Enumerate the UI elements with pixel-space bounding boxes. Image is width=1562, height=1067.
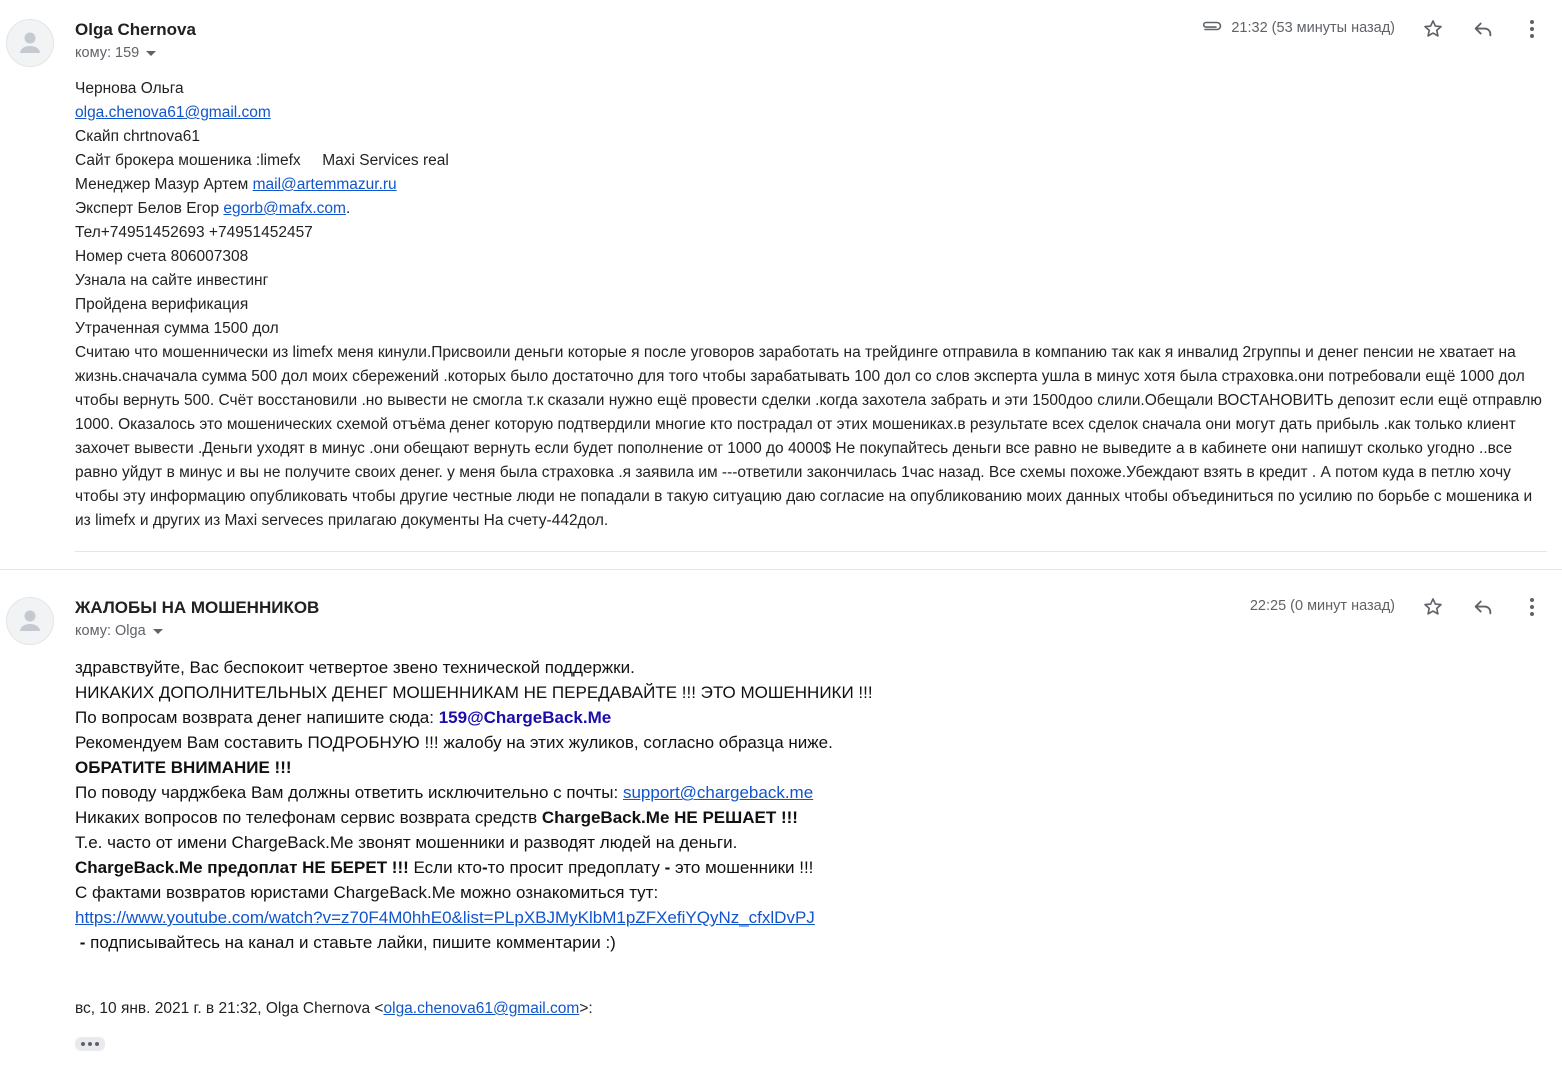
body-line: Скайп chrtnova61 bbox=[75, 128, 200, 145]
divider bbox=[75, 551, 1547, 552]
body-line bbox=[75, 905, 1550, 930]
recipient-label: кому: 159 bbox=[75, 45, 140, 61]
body-line: Рекомендуем Вам составить ПОДРОБНУЮ !!! жалобу на этих жуликов, согласно образца ниже. bbox=[75, 733, 833, 752]
avatar-icon[interactable] bbox=[6, 597, 54, 645]
refund-label: По вопросам возврата денег напишите сюда: bbox=[75, 708, 439, 727]
chevron-down-icon[interactable] bbox=[146, 51, 156, 56]
email-message-2 bbox=[0, 570, 1562, 1067]
quoted-email-link[interactable]: olga.chenova61@gmail.com bbox=[383, 1000, 580, 1017]
body-line: НИКАКИХ ДОПОЛНИТЕЛЬНЫХ ДЕНЕГ МОШЕННИКАМ НЕ ПЕРЕДАВАЙТЕ !!! ЭТО МОШЕННИКИ !!! bbox=[75, 683, 873, 702]
star-icon bbox=[1422, 18, 1444, 40]
subscribe-dash: - bbox=[75, 933, 86, 952]
body-line: Узнала на сайте инвестинг bbox=[75, 272, 269, 289]
body-line: Тел+74951452693 +74951452457 bbox=[75, 224, 313, 241]
refund-email[interactable]: 159@ChargeBack.Me bbox=[438, 708, 612, 727]
more-vertical-icon bbox=[1529, 597, 1535, 617]
quoted-header-prefix: вс, 10 янв. 2021 г. в 21:32, Olga Chernova < bbox=[75, 1000, 384, 1017]
time-area bbox=[1250, 598, 1395, 614]
support-email-link[interactable]: support@chargeback.me bbox=[622, 783, 814, 802]
manager-email-link[interactable]: mail@artemmazur.ru bbox=[252, 176, 397, 193]
message-body bbox=[75, 655, 1550, 955]
ellipsis-icon[interactable] bbox=[75, 1037, 105, 1051]
body-line: Утраченная сумма 1500 дол bbox=[75, 320, 279, 337]
body-line: Сайт брокера мошеника :limefx Maxi Services real bbox=[75, 152, 449, 169]
email-link[interactable]: olga.chenova61@gmail.com bbox=[75, 104, 271, 121]
body-line bbox=[75, 805, 1550, 830]
quoted-header bbox=[75, 1000, 593, 1018]
prepay-text: это мошенники !!! bbox=[670, 858, 814, 877]
reply-button[interactable] bbox=[1469, 593, 1497, 621]
prepay-text: Если кто bbox=[408, 858, 482, 877]
expert-label: Эксперт Белов Егор bbox=[75, 200, 224, 217]
body-line: Т.е. часто от имени ChargeBack.Me звонят мошенники и разводят людей на деньги. bbox=[75, 833, 738, 852]
quoted-header-suffix: >: bbox=[579, 1000, 593, 1017]
body-line: Пройдена верификация bbox=[75, 296, 249, 313]
sender-name[interactable]: ЖАЛОБЫ НА МОШЕННИКОВ bbox=[75, 598, 320, 617]
body-line bbox=[75, 930, 1550, 955]
expert-suffix: . bbox=[345, 200, 351, 217]
message-time: 21:32 (53 минуты назад) bbox=[1231, 20, 1395, 36]
star-button[interactable] bbox=[1419, 593, 1447, 621]
person-icon bbox=[7, 20, 53, 66]
star-icon bbox=[1422, 596, 1444, 618]
star-button[interactable] bbox=[1419, 15, 1447, 43]
person-icon bbox=[7, 598, 53, 644]
more-options-button[interactable] bbox=[1518, 593, 1546, 621]
prepay-dash: - bbox=[482, 858, 488, 877]
body-line bbox=[75, 780, 1550, 805]
time-area bbox=[1201, 19, 1395, 37]
phone-warning-label: Никаких вопросов по телефонам сервис возврата средств bbox=[75, 808, 542, 827]
more-options-button[interactable] bbox=[1518, 15, 1546, 43]
phone-warning-bold: ChargeBack.Me НЕ РЕШАЕТ !!! bbox=[541, 808, 798, 827]
reply-button[interactable] bbox=[1469, 15, 1497, 43]
body-line bbox=[75, 855, 1550, 880]
chevron-down-icon[interactable] bbox=[153, 629, 163, 634]
body-line bbox=[75, 197, 1550, 221]
attention-line: ОБРАТИТЕ ВНИМАНИЕ !!! bbox=[75, 758, 292, 777]
body-line: здравствуйте, Вас беспокоит четвертое звено технической поддержки. bbox=[75, 658, 635, 677]
body-line bbox=[75, 173, 1550, 197]
expert-email-link[interactable]: egorb@mafx.com bbox=[223, 200, 346, 217]
message-body bbox=[75, 77, 1550, 533]
more-vertical-icon bbox=[1529, 19, 1535, 39]
body-line: Чернова Ольга bbox=[75, 80, 184, 97]
reply-icon bbox=[1472, 596, 1494, 618]
sender-name[interactable]: Olga Chernova bbox=[75, 20, 196, 39]
youtube-link[interactable]: https://www.youtube.com/watch?v=z70F4M0hhE0&list=PLpXBJMyKlbM1pZFXefiYQyNz_cfxlDvPJ bbox=[75, 908, 815, 927]
recipient-line[interactable] bbox=[75, 623, 163, 639]
prepay-dash: - bbox=[664, 858, 671, 877]
manager-label: Менеджер Мазур Артем bbox=[75, 176, 253, 193]
body-line bbox=[75, 705, 1550, 730]
avatar-icon[interactable] bbox=[6, 19, 54, 67]
body-line: С фактами возвратов юристами ChargeBack.Me можно ознакомиться тут: bbox=[75, 883, 659, 902]
body-paragraph: Считаю что мошеннически из limefx меня кинули.Присвоили деньги которые я после уговоров заработать на трейдинге отправила в компанию так как я инвалид 2группы и денег пенсии не хватает на жизнь.сначачала сумма 500 дол моих сбережений .которых было достаточно для того чтобы зарабатывать 100 дол со слов эксперта ушла в минус хотя была страховка.они потребовали ещё 1000 дол чтобы вернуть 500. Счёт восстановили .но вывести не смогла т.к сказали нужно ещё провести сделки .когда захотела забрать и эти 1500доо слили.Обещали ВОСТАНОВИТЬ депозит если ещё отправлю 1000. Оказалось это мошенических схемой отъёма денег которую подтвердили многие кто пострадал от этих мошениках.в результате всех сделок сначала они могут дать прибыль .как только клиент захочет вывести .Деньги уходят в минус .они обещают вернуть если будет пополнение от 1000 до 4000$ Не покупайтесь деньги все равно не выведите а в кабинете они напишут сколько угодно ..все равно уйдут в минус и вы не получите своих денег. у меня была страховка .я заявила им ---ответили закончилась 1час назад. Все схемы похоже.Убеждают взять в кредит . А потом куда в петлю хочу чтобы эту информацию опубликовать чтобы другие честные люди не попадали в такую ситуацию даю согласие на опубликованию моих данных чтобы объединиться по усилию по борьбе с мошеника и из limefx и других из Maxi serveces прилагаю документы На счету-442дол. bbox=[75, 344, 1542, 529]
recipient-line[interactable] bbox=[75, 45, 156, 61]
support-label: По поводу чарджбека Вам должны ответить исключительно с почты: bbox=[75, 783, 623, 802]
attachment-icon bbox=[1201, 19, 1223, 37]
recipient-label: кому: Olga bbox=[75, 623, 146, 639]
reply-icon bbox=[1472, 18, 1494, 40]
prepay-text: то просит предоплату bbox=[487, 858, 665, 877]
prepay-bold: ChargeBack.Me предоплат НЕ БЕРЕТ !!! bbox=[75, 858, 409, 877]
subscribe-text: подписывайтесь на канал и ставьте лайки, пишите комментарии :) bbox=[85, 933, 616, 952]
body-line: Номер счета 806007308 bbox=[75, 248, 249, 265]
message-time: 22:25 (0 минут назад) bbox=[1249, 598, 1395, 614]
body-line bbox=[75, 101, 1550, 125]
